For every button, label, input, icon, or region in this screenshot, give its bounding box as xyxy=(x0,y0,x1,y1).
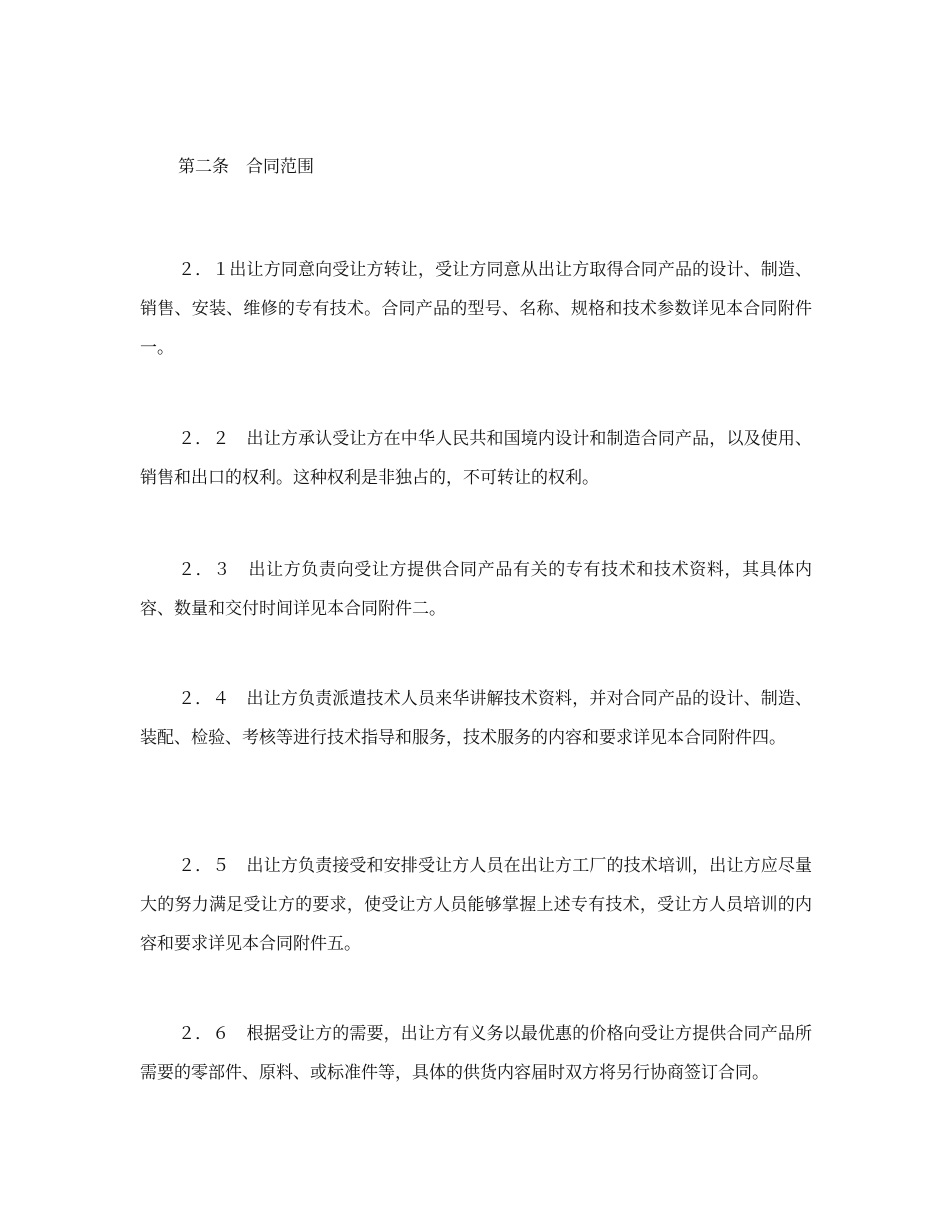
clause-2-2: ２．２ 出让方承认受让方在中华人民共和国境内设计和制造合同产品，以及使用、销售和出口的权利。这种权利是非独占的，不可转让的权利。 xyxy=(140,429,812,488)
clause-2-3: ２．３ 出让方负责向受让方提供合同产品有关的专有技术和技术资料，其具体内容、数量和交付时间详见本合同附件二。 xyxy=(140,560,812,619)
clause-2-1: ２．１出让方同意向受让方转让，受让方同意从出让方取得合同产品的设计、制造、销售、安装、维修的专有技术。合同产品的型号、名称、规格和技术参数详见本合同附件一。 xyxy=(140,260,812,358)
clause-2-6: ２．６ 根据受让方的需要，出让方有义务以最优惠的价格向受让方提供合同产品所需要的零部件、原料、或标准件等，具体的供货内容届时双方将另行协商签订合同。 xyxy=(140,1024,812,1083)
section-heading: 第二条 合同范围 xyxy=(178,157,314,177)
clause-2-4: ２．４ 出让方负责派遣技术人员来华讲解技术资料，并对合同产品的设计、制造、装配、检验、考核等进行技术指导和服务，技术服务的内容和要求详见本合同附件四。 xyxy=(140,689,812,748)
clause-2-5: ２．５ 出让方负责接受和安排受让方人员在出让方工厂的技术培训，出让方应尽量大的努力满足受让方的要求，使受让方人员能够掌握上述专有技术，受让方人员培训的内容和要求详见本合同附件五。 xyxy=(140,856,812,954)
